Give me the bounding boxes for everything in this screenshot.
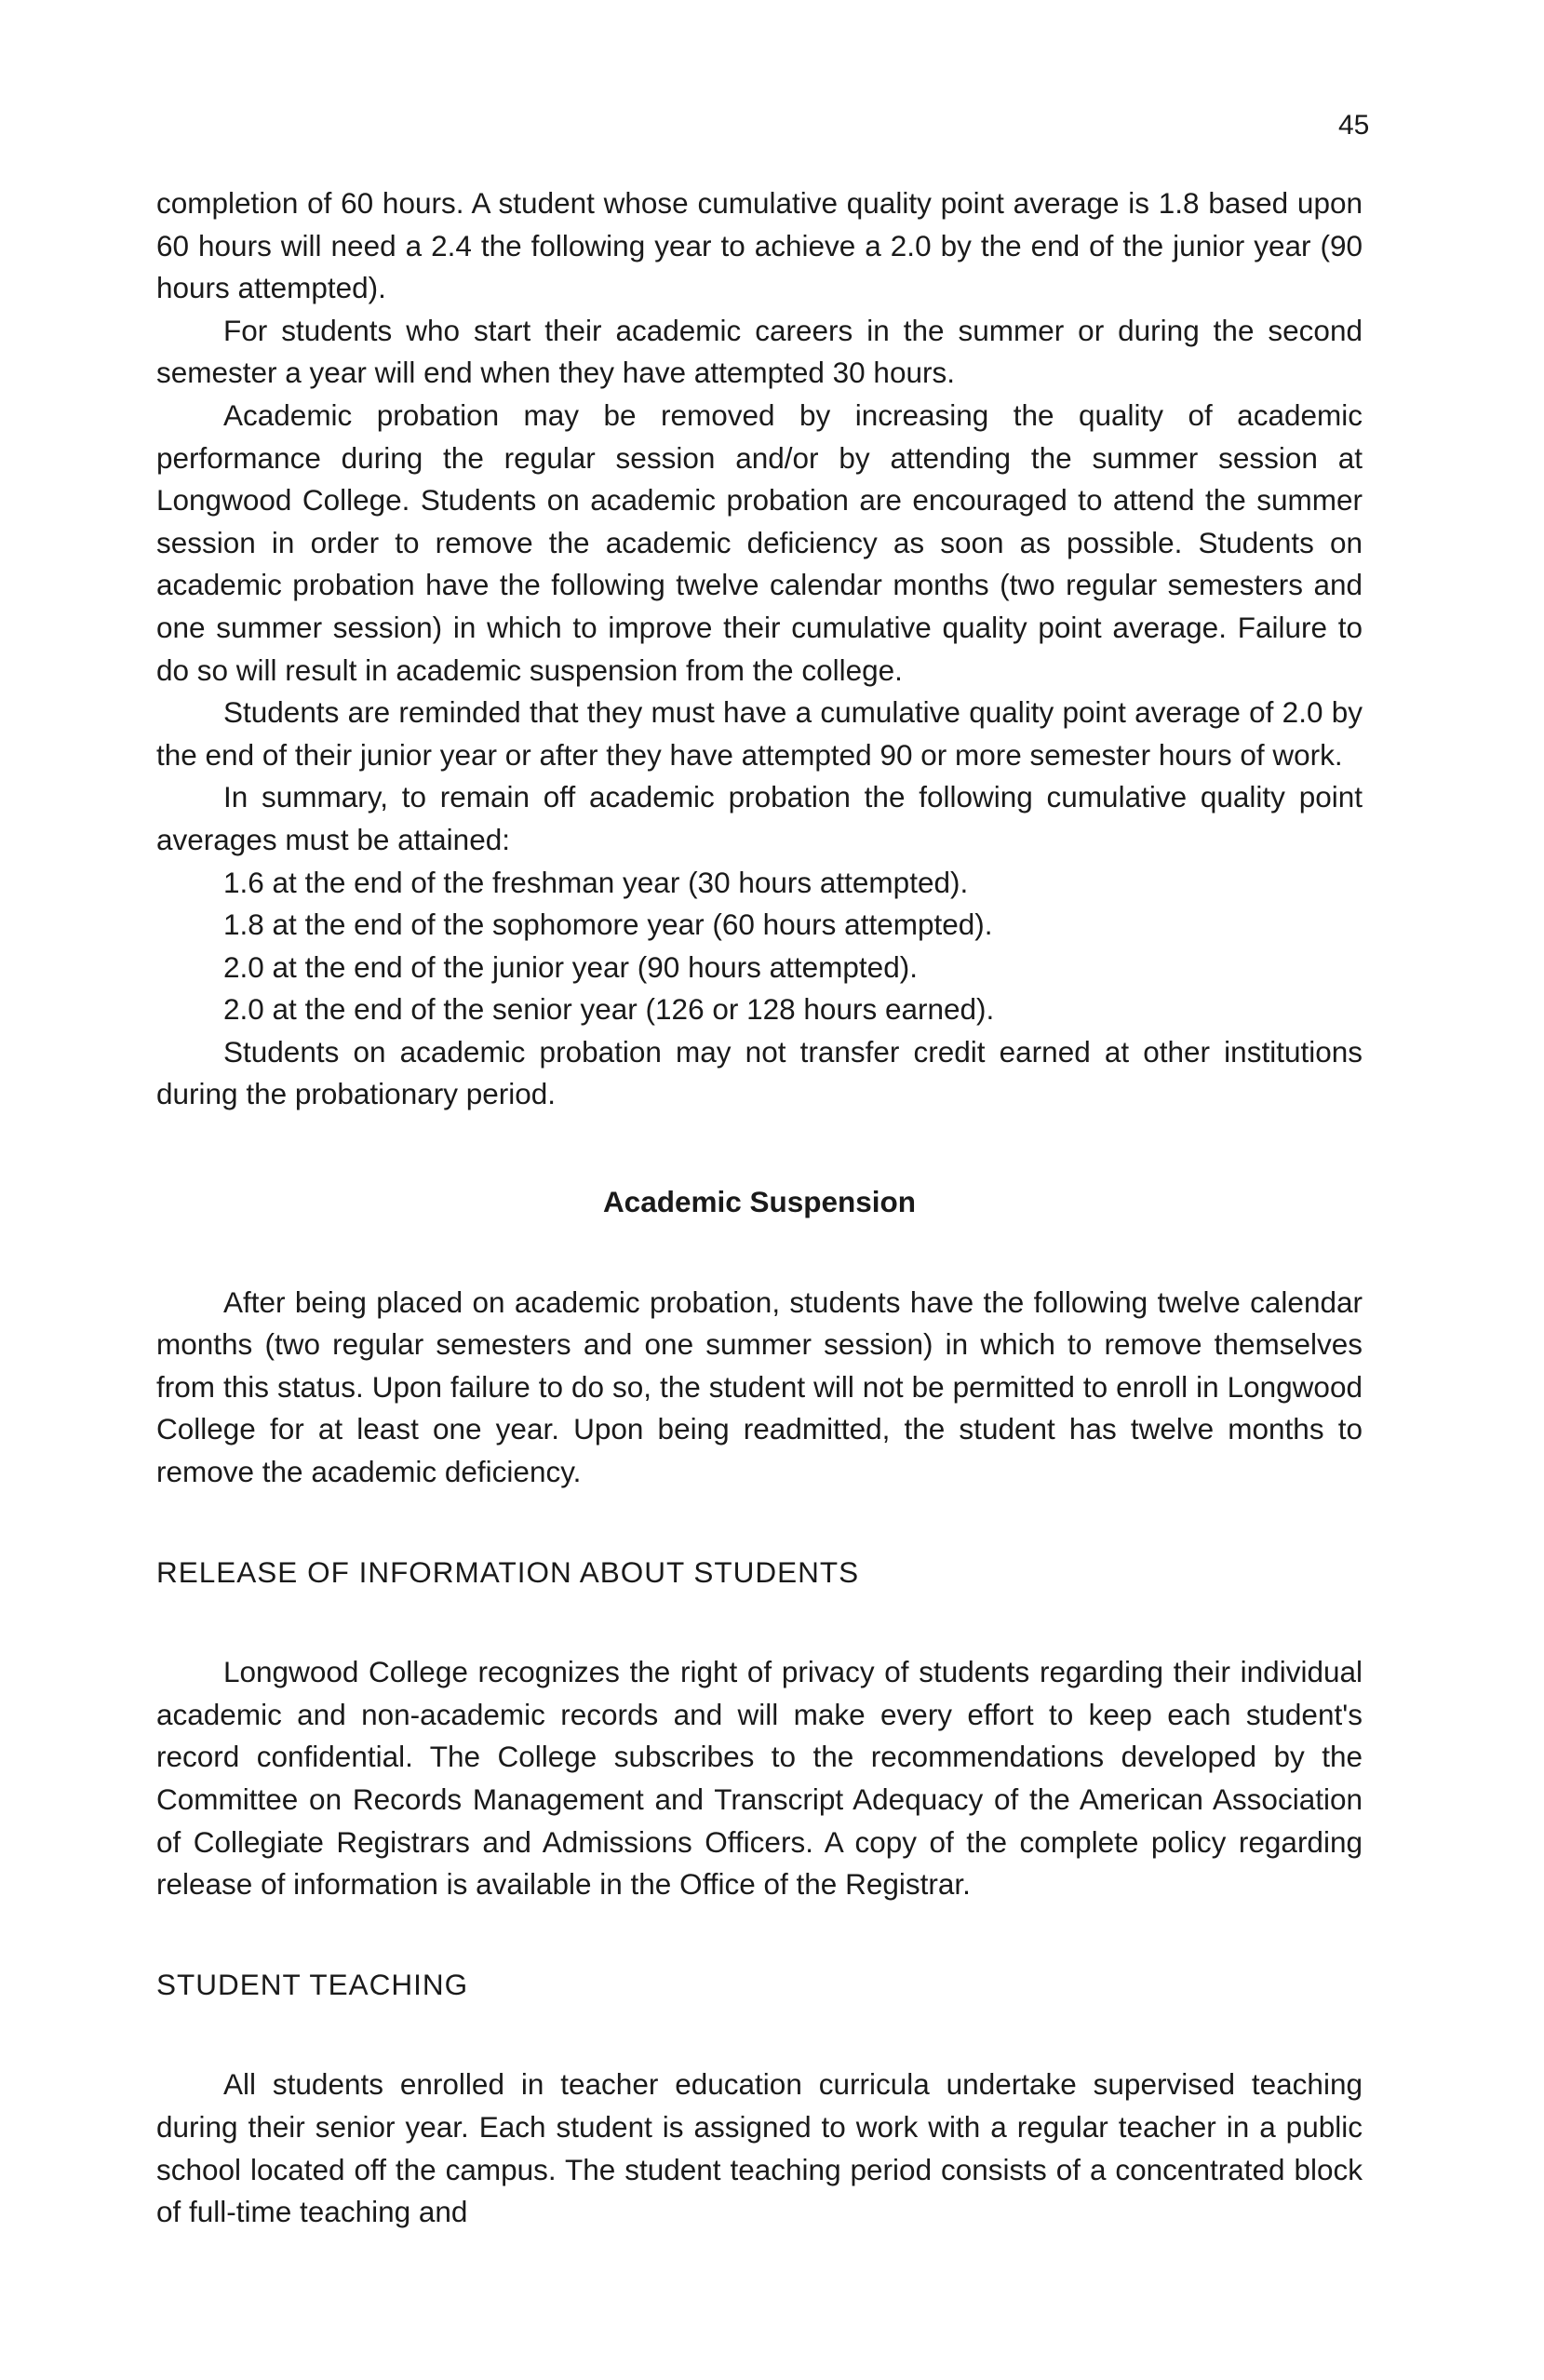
list-item: 2.0 at the end of the senior year (126 or 128 hours earned). (223, 992, 995, 1027)
paragraph-suspension: After being placed on academic probation, students have the following twelve calendar months (two regular semesters and one summer session) in which to remove themselves from this status. Upon failure to do so, the student will not be permitted to enroll in Longwood College for at least one year. Upon being readmitted, the student has twelve months to remove the academic deficiency. (156, 1284, 1363, 1489)
page-number: 45 (1338, 110, 1370, 141)
heading-student-teaching: STUDENT TEACHING (156, 1967, 469, 2001)
heading-release-of-information: RELEASE OF INFORMATION ABOUT STUDENTS (156, 1554, 860, 1589)
paragraph-release: Longwood College recognizes the right of privacy of students regarding their individual academic and non-academic records and will make every effort to keep each student's record confidential. The College subscribes to the recommendations developed by the Committee on Records Management and Transcript Adequacy of the American Association of Collegiate Registrars and Admissions Officers. A copy of the complete policy regarding release of information is available in the Office of the Registrar. (156, 1655, 1363, 1902)
list-item: 1.8 at the end of the sophomore year (60 hours attempted). (223, 908, 993, 942)
paragraph-summer-start: For students who start their academic careers in the summer or during the second semester a year will end when they have attempted 30 hours. (156, 313, 1363, 390)
paragraph-probation-removal: Academic probation may be removed by increasing the quality of academic performance during the regular session and/or by attending the summer session at Longwood College. Students on academic probation are encouraged to attend the summer session in order to remove the academic deficiency as soon as possible. Students on academic probation have the following twelve calendar months (two regular semesters and one summer session) in which to improve their cumulative quality point average. Failure to do so will result in academic suspension from the college. (156, 397, 1363, 687)
paragraph-summary: In summary, to remain off academic probation the following cumulative quality point averages must be attained: (156, 780, 1363, 856)
page-body (156, 182, 1363, 2234)
paragraph-reminder: Students are reminded that they must have a cumulative quality point average of 2.0 by the end of their junior year or after they have attempted 90 or more semester hours of work. (156, 695, 1363, 772)
heading-academic-suspension: Academic Suspension (602, 1185, 917, 1219)
list-item: 2.0 at the end of the junior year (90 hours attempted). (223, 949, 918, 984)
list-item: 1.6 at the end of the freshman year (30 hours attempted). (223, 865, 969, 899)
paragraph-transfer-credit: Students on academic probation may not transfer credit earned at other institutions during the probationary period. (156, 1034, 1363, 1111)
paragraph-completion: completion of 60 hours. A student whose cumulative quality point average is 1.8 based upon 60 hours will need a 2.4 the following year to achieve a 2.0 by the end of the junior year (90 hours attempted). (156, 186, 1363, 305)
paragraph-student-teaching: All students enrolled in teacher education curricula undertake supervised teaching during their senior year. Each student is assigned to work with a regular teacher in a public school located off the campus. The student teaching period consists of a concentrated block of full-time teaching and (156, 2067, 1363, 2229)
